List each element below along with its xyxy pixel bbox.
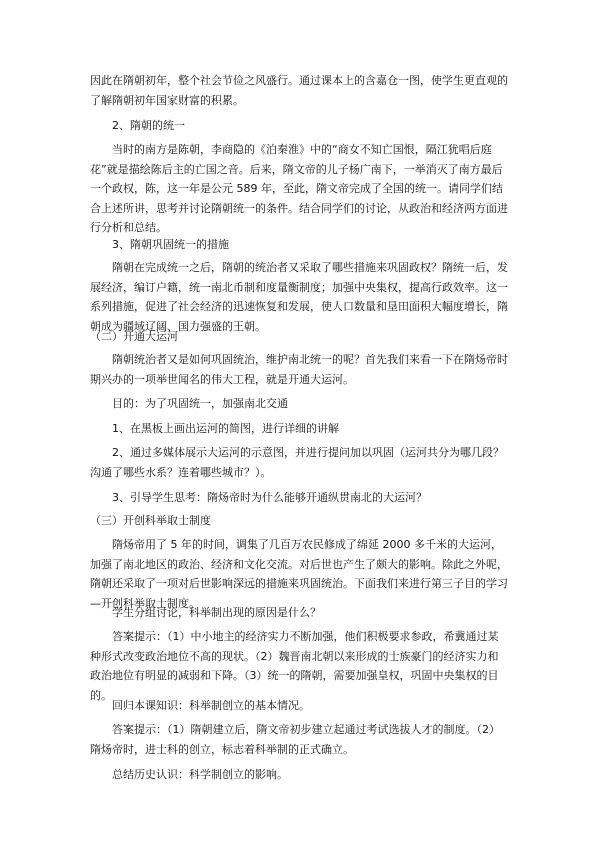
list-item-guide-thinking: 3、引导学生思考：隋炀帝时为什么能够开通纵贯南北的大运河？ [112, 491, 427, 504]
paragraph-unification: 当时的南方是陈朝，李商隐的《泊秦淮》中的“商女不知亡国恨，隔江犹唱后庭花”就是描绘陈后主的亡国之音。后来，隋文帝的儿子杨广南下，一举消灭了南方最后一个政权，陈，这一年是公元 589 年，至此，隋文帝完成了全国的统一。请同学们结合上述所讲，思考并讨论隋朝统一的条件。结合同学们的讨论，从政治和经济两方面进行分析和总结。 [90, 143, 508, 234]
paragraph-review: 回归本课知识：科举制创立的基本情况。 [112, 699, 310, 712]
list-item-multimedia: 2、通过多媒体展示大运河的示意图，并进行提问加以巩固（运河共分为哪几段？沟通了哪些水系？连着哪些城市？）。 [90, 446, 504, 479]
paragraph-consolidation: 隋朝在完成统一之后，隋朝的统治者又采取了哪些措施来巩固政权？隋统一后，发展经济，编订户籍，统一南北币制和度量衡制度；加强中央集权，提高行政效率。这一系列措施，促进了社会经济的迅速恢复和发展，使人口数量和垦田面积大幅度增长，隋朝成为疆域辽阔、国力强盛的王朝。 [90, 261, 508, 333]
paragraph-intro: 因此在隋朝初年，整个社会节俭之风盛行。通过课本上的含嘉仓一图，使学生更直观的了解隋朝初年国家财富的积累。 [90, 74, 508, 107]
paragraph-answer-hint-1: 答案提示：（1）中小地主的经济实力不断加强，他们积极要求参政，希冀通过某种形式改变政治地位不高的现状。（2）魏晋南北朝以来形成的士族豪门的经济实力和政治地位有明显的减弱和下降。（3）统一的隋朝，需要加强皇权，巩固中央集权的目的。 [90, 630, 499, 702]
paragraph-summary: 总结历史认识：科学制创立的影响。 [112, 768, 288, 781]
list-item-blackboard: 1、在黑板上画出运河的简图，进行详细的讲解 [112, 422, 339, 435]
heading-consolidation: 3、隋朝巩固统一的措施 [112, 238, 229, 251]
heading-sui-unification: 2、隋朝的统一 [112, 119, 185, 132]
paragraph-canal-purpose: 目的：为了巩固统一，加强南北交通 [112, 397, 288, 410]
paragraph-answer-hint-2: 答案提示：（1）隋朝建立后，隋文帝初步建立起通过考试选拔人才的制度。（2）隋炀帝时，进士科的创立，标志着科举制的正式确立。 [90, 723, 500, 756]
section-heading-grand-canal: （二）开通大运河 [90, 330, 178, 343]
paragraph-canal-intro: 隋朝统治者又是如何巩固统治，维护南北统一的呢？首先我们来看一下在隋炀帝时期兴办的一项举世闻名的伟大工程，就是开通大运河。 [90, 353, 508, 386]
section-heading-imperial-exam: （三）开创科举取士制度 [90, 514, 211, 527]
paragraph-exam-intro: 隋炀帝用了 5 年的时间，调集了几百万农民修成了绵延 2000 多千米的大运河，加强了南北地区的政治、经济和文化交流。对后世也产生了颇大的影响。除此之外呢，隋朝还采取了一项对后世影响深远的措施来巩固统治。下面我们来进行第三子目的学习—开创科举取士制度。 [90, 538, 508, 610]
paragraph-group-discussion: 学生分组讨论，科举制出现的原因是什么？ [112, 606, 321, 619]
